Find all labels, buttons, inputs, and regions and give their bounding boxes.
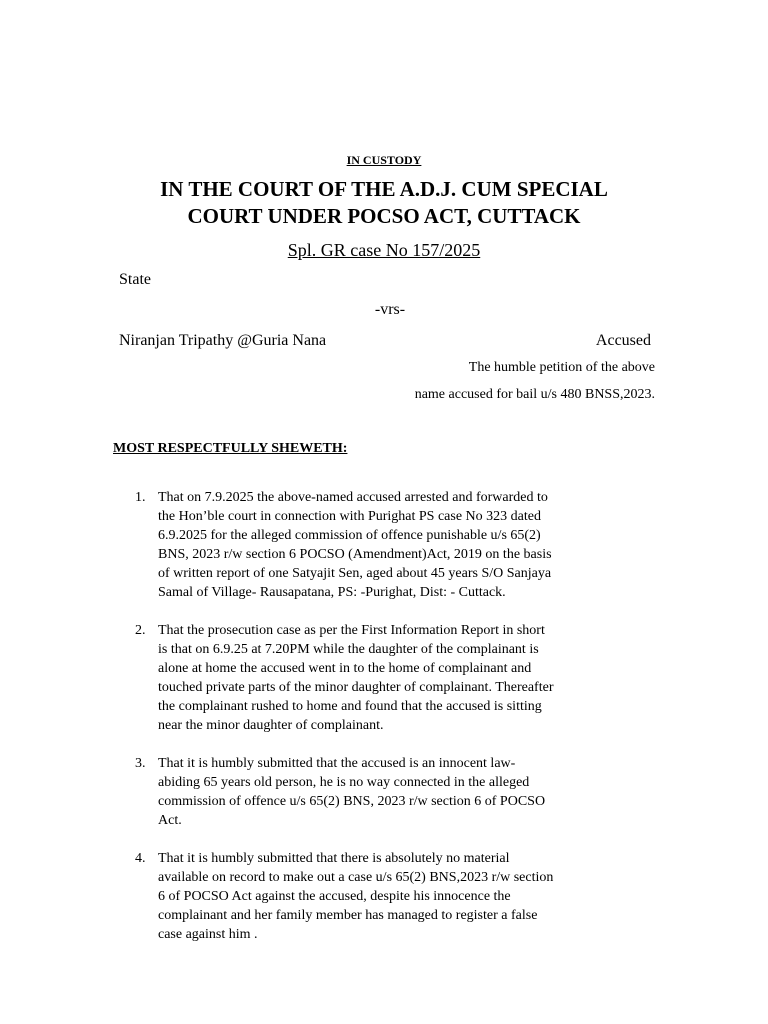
petition-line-1: The humble petition of the above — [468, 360, 655, 375]
paragraph-number: 1. — [135, 490, 146, 505]
versus-label: -vrs- — [374, 301, 406, 318]
petition-line-2: name accused for bail u/s 480 BNSS,2023. — [414, 387, 655, 402]
paragraph-line: 6 of POCSO Act against the accused, despite his innocence the — [158, 889, 511, 904]
paragraph-line: of written report of one Satyajit Sen, aged about 45 years S/O Sanjaya — [158, 566, 552, 581]
paragraph-line: abiding 65 years old person, he is no way connected in the alleged — [158, 775, 530, 790]
court-title-line-2: COURT UNDER POCSO ACT, CUTTACK — [187, 204, 581, 228]
accused-name: Niranjan Tripathy @Guria Nana — [119, 332, 327, 349]
paragraph-2 — [113, 621, 658, 735]
paragraph-3 — [113, 754, 658, 830]
court-title-line-1: IN THE COURT OF THE A.D.J. CUM SPECIAL — [160, 177, 608, 201]
paragraph-line: near the minor daughter of complainant. — [158, 718, 384, 733]
paragraph-line: is that on 6.9.25 at 7.20PM while the daughter of the complainant is — [158, 642, 539, 657]
paragraph-line: 6.9.2025 for the alleged commission of offence punishable u/s 65(2) — [158, 528, 541, 543]
case-number: Spl. GR case No 157/2025 — [287, 240, 481, 260]
accused-label: Accused — [595, 332, 651, 349]
paragraph-line: Samal of Village- Rausapatana, PS: -Purighat, Dist: - Cuttack. — [158, 585, 506, 600]
paragraph-4 — [113, 849, 658, 944]
paragraph-line: That it is humbly submitted that there is absolutely no material — [158, 851, 510, 866]
paragraph-line: That on 7.9.2025 the above-named accused arrested and forwarded to — [158, 490, 548, 505]
paragraph-line: Act. — [158, 813, 182, 828]
paragraph-line: BNS, 2023 r/w section 6 POCSO (Amendment)Act, 2019 on the basis — [158, 547, 552, 562]
custody-heading: IN CUSTODY — [346, 153, 422, 167]
paragraph-number: 2. — [135, 623, 146, 638]
paragraph-line: touched private parts of the minor daughter of complainant. Thereafter — [158, 680, 554, 695]
paragraph-number: 4. — [135, 851, 146, 866]
complainant-party: State — [119, 271, 151, 288]
paragraph-line: alone at home the accused went in to the home of complainant and — [158, 661, 532, 676]
paragraph-line: the Hon’ble court in connection with Purighat PS case No 323 dated — [158, 509, 541, 524]
paragraph-line: available on record to make out a case u/s 65(2) BNS,2023 r/w section — [158, 870, 554, 885]
paragraph-line: the complainant rushed to home and found that the accused is sitting — [158, 699, 542, 714]
paragraph-line: That the prosecution case as per the First Information Report in short — [158, 623, 545, 638]
sheweth-heading: MOST RESPECTFULLY SHEWETH: — [113, 441, 348, 456]
court-title — [0, 176, 768, 230]
paragraph-line: That it is humbly submitted that the accused is an innocent law- — [158, 756, 516, 771]
paragraph-line: complainant and her family member has managed to register a false — [158, 908, 538, 923]
paragraph-line: commission of offence u/s 65(2) BNS, 2023 r/w section 6 of POCSO — [158, 794, 546, 809]
paragraph-list — [113, 488, 658, 963]
paragraph-number: 3. — [135, 756, 146, 771]
paragraph-1 — [113, 488, 658, 602]
paragraph-line: case against him . — [158, 927, 258, 942]
